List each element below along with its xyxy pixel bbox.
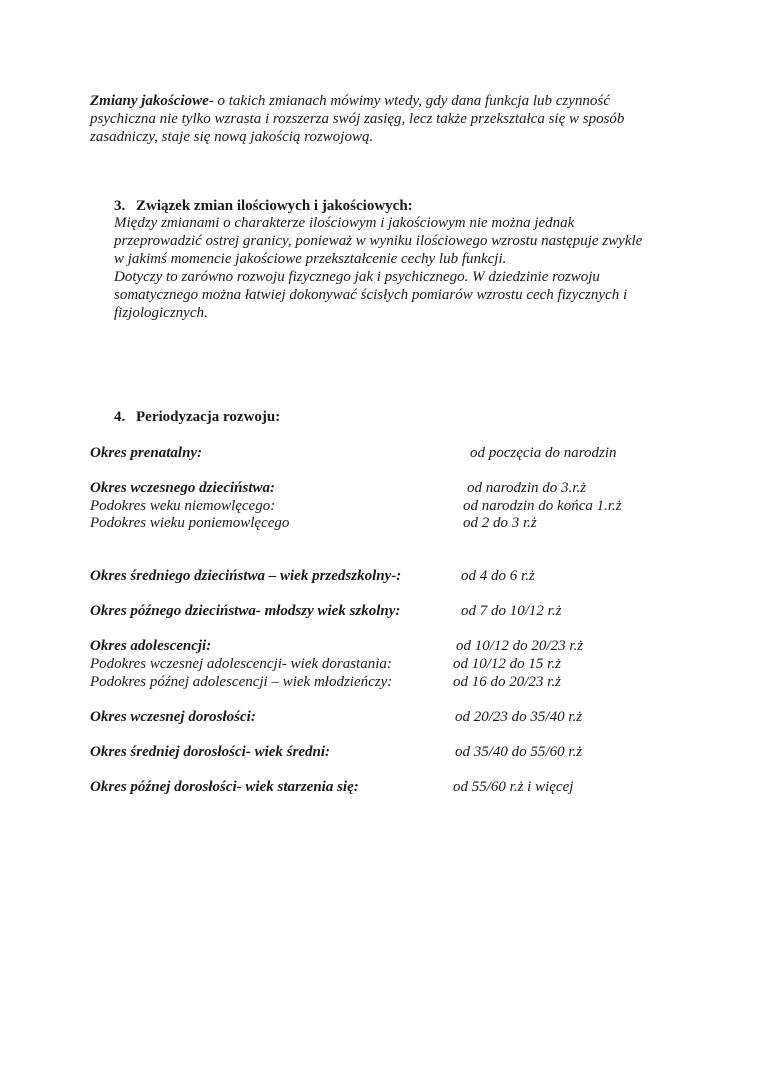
section-3-title: Związek zmian ilościowych i jakościowych:: [136, 198, 413, 214]
intro-line-2: psychiczna nie tylko wzrasta i rozszerza swój zasięg, lecz także przekształca się w sposób: [90, 111, 625, 127]
section-3-line: w jakimś momencie jakościowe przekształcenie cechy lub funkcji.: [114, 251, 507, 267]
subperiod-label: Podokres weku niemowlęcego:: [90, 498, 276, 514]
section-4-heading: [114, 408, 280, 426]
period-label: Okres późnego dzieciństwa- młodszy wiek szkolny:: [90, 603, 401, 619]
subperiod-label: Podokres wieku poniemowlęcego: [90, 515, 290, 531]
section-3-line: somatycznego można łatwiej dokonywać ścisłych pomiarów wzrostu cech fizycznych i: [114, 287, 628, 303]
section-3-body: [114, 214, 674, 322]
period-value: od 7 do 10/12 r.ż: [461, 603, 562, 619]
subperiod-label: Podokres wczesnej adolescencji- wiek dorastania:: [90, 656, 392, 672]
period-value: od 4 do 6 r.ż: [461, 568, 535, 584]
period-value: od narodzin do 3.r.ż: [467, 480, 587, 496]
period-value: od 10/12 do 20/23 r.ż: [456, 638, 584, 654]
section-3-line: Dotyczy to zarówno rozwoju fizycznego jak i psychicznego. W dziedzinie rozwoju: [114, 269, 600, 285]
period-label: Okres wczesnej dorosłości:: [90, 709, 256, 725]
section-3-line: fizjologicznych.: [114, 305, 208, 321]
period-value: od 35/40 do 55/60 r.ż: [455, 744, 583, 760]
section-4-number: 4.: [114, 409, 126, 425]
intro-line-3: zasadniczy, staje się nową jakością rozwojową.: [90, 129, 374, 145]
period-value: od poczęcia do narodzin: [470, 445, 617, 461]
section-4-title: Periodyzacja rozwoju:: [136, 409, 281, 425]
section-3-number: 3.: [114, 198, 126, 214]
intro-line-1: Zmiany jakościowe- o takich zmianach mówimy wtedy, gdy dana funkcja lub czynność: [90, 93, 610, 109]
subperiod-label: Podokres późnej adolescencji – wiek młodzieńczy:: [90, 674, 393, 690]
period-value: od 20/23 do 35/40 r.ż: [455, 709, 583, 725]
subperiod-value: od narodzin do końca 1.r.ż: [463, 498, 622, 514]
period-label: Okres prenatalny:: [90, 445, 203, 461]
period-label: Okres średniego dzieciństwa – wiek przedszkolny-:: [90, 568, 402, 584]
subperiod-value: od 10/12 do 15 r.ż: [453, 656, 561, 672]
intro-paragraph: [90, 92, 670, 146]
section-3-line: Między zmianami o charakterze ilościowym i jakościowym nie można jednak: [114, 215, 575, 231]
period-label: Okres późnej dorosłości- wiek starzenia się:: [90, 779, 359, 795]
subperiod-value: od 2 do 3 r.ż: [463, 515, 537, 531]
section-3-line: przeprowadzić ostrej granicy, ponieważ w wyniku ilościowego wzrostu następuje zwykle: [114, 233, 643, 249]
period-value: od 55/60 r.ż i więcej: [453, 779, 574, 795]
period-label: Okres wczesnego dzieciństwa:: [90, 480, 275, 496]
subperiod-value: od 16 do 20/23 r.ż: [453, 674, 561, 690]
period-label: Okres adolescencji:: [90, 638, 212, 654]
intro-term: Zmiany jakościowe: [90, 93, 209, 109]
section-3-heading: [114, 197, 413, 215]
period-label: Okres średniej dorosłości- wiek średni:: [90, 744, 330, 760]
